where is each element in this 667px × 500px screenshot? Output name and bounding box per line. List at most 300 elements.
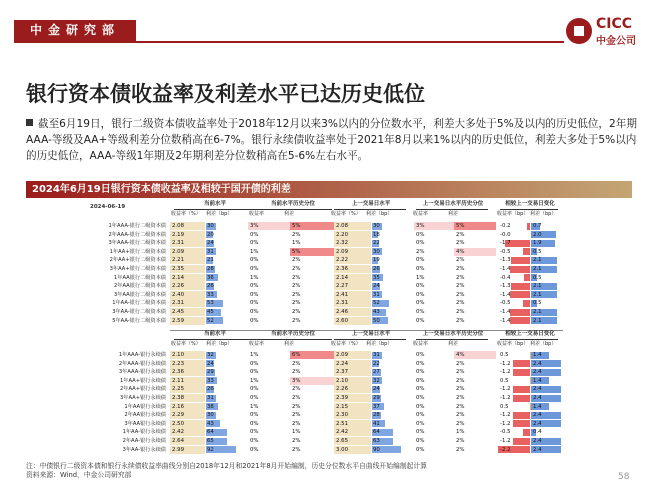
yield-pct-cell: 1% — [248, 351, 290, 359]
spread-pct-cell: 3% — [290, 377, 334, 385]
spread-pct-cell: 2% — [290, 420, 334, 428]
spread-change-value: 2.1 — [533, 309, 542, 315]
spread-pct-cell: 5% — [290, 248, 334, 256]
prev-yield-pct-cell: 0% — [414, 411, 454, 419]
prev-yield-pct-cell: 0% — [414, 403, 454, 411]
prev-yield-pct-cell: 0% — [414, 239, 454, 247]
yield-cell: 2.40 — [170, 291, 205, 299]
prev-spread-pct-cell: 2% — [454, 385, 496, 393]
group-header: 当前水平历史分位 — [270, 201, 315, 207]
prev-yield-cell: 2.41 — [334, 291, 371, 299]
prev-yield-cell: 2.10 — [334, 377, 371, 385]
spread-value: 28 — [207, 266, 214, 272]
prev-yield-cell: 2.51 — [334, 420, 371, 428]
row-label: 5年AA-银行二级资本债 — [112, 317, 166, 324]
prev-spread-value: 26 — [373, 266, 380, 272]
sub-header: 收益率（bp） — [497, 211, 529, 217]
yield-change-bar — [513, 412, 530, 419]
yield-change-value: -0.4 — [500, 274, 511, 281]
sub-header: 利差（bp） — [530, 211, 557, 217]
prev-spread-pct-cell: 4% — [454, 248, 496, 256]
spread-value: 30 — [207, 223, 214, 229]
yield-pct-cell: 1% — [248, 403, 290, 411]
yield-cell: 2.26 — [170, 282, 205, 290]
spread-change-value: 2.1 — [533, 317, 542, 324]
spread-value: 52 — [207, 317, 214, 324]
sub-header: 收益率 — [413, 211, 429, 217]
yield-pct-cell: 1% — [248, 377, 290, 385]
top-bar — [0, 0, 667, 66]
prev-yield-pct-cell: 0% — [414, 368, 454, 376]
prev-yield-pct-cell: 0% — [414, 231, 454, 239]
yield-change-bar — [523, 248, 530, 255]
spread-change-value: 2.1 — [533, 283, 542, 290]
spread-change-value: 2.1 — [533, 257, 542, 264]
spread-change-value: 2.0 — [533, 231, 542, 238]
prev-yield-cell: 2.22 — [334, 256, 371, 264]
prev-yield-cell: 2.15 — [334, 403, 371, 411]
yield-change-value: -1.3 — [500, 283, 511, 290]
logo-text: CICC — [596, 16, 633, 32]
yield-cell: 2.25 — [170, 385, 205, 393]
prev-yield-cell: 2.42 — [334, 428, 371, 436]
yield-change-value: -1.4 — [500, 266, 511, 272]
yield-pct-cell: 0% — [248, 411, 290, 419]
row-label: 2年AAA-银行二级资本债 — [108, 231, 166, 238]
prev-spread-value: 32 — [373, 377, 380, 384]
spread-value: 26 — [207, 386, 214, 393]
prev-spread-value: 27 — [373, 369, 380, 376]
sub-header: 利差（bp） — [366, 341, 393, 347]
prev-spread-value: 52 — [373, 300, 380, 307]
yield-change-value: -1.4 — [500, 291, 511, 298]
sub-header: 收益率 — [249, 341, 265, 347]
sub-header: 收益率（bp） — [497, 341, 529, 347]
yield-pct-cell: 0% — [248, 291, 290, 299]
header-rule — [14, 41, 564, 43]
spread-value: 24 — [207, 240, 214, 247]
prev-spread-pct-cell: 2% — [454, 231, 496, 239]
yield-change-value: 0.5 — [500, 352, 509, 358]
yield-cell: 2.59 — [170, 317, 205, 325]
prev-yield-pct-cell: 0% — [414, 265, 454, 273]
prev-spread-value: 90 — [373, 446, 380, 453]
row-label: 2年AA银行二级资本债 — [113, 283, 166, 290]
summary-text: 截至6月19日，银行二级资本债收益率处于2018年12月以来3%以内的分位数水平，利差大多处于5%及以内的历史低位，2年期AAA-等级及AA+等级利差分位数稍高在6-7%。银行永续债收益率处于2021年8月以来1%以内的历史低位，利差大多处于5%以内的历史低位，AAA-等级1年期及2年期利差分位数稍高在5-6%左右水平。 — [26, 118, 637, 162]
sub-header: 收益率（%） — [331, 211, 361, 217]
prev-yield-pct-cell: 0% — [414, 437, 454, 445]
prev-spread-value: 30 — [373, 248, 380, 255]
yield-cell: 2.31 — [170, 299, 205, 307]
prev-yield-cell: 2.30 — [334, 411, 371, 419]
prev-spread-value: 35 — [373, 274, 380, 281]
yield-change-value: -1.2 — [500, 412, 511, 419]
prev-yield-cell: 2.27 — [334, 282, 371, 290]
row-label: 2年AA-银行永续债 — [122, 438, 166, 444]
prev-spread-value: 64 — [373, 429, 380, 436]
logo-subtext: 中金公司 — [596, 36, 636, 47]
prev-spread-value: 19 — [373, 257, 380, 264]
spread-value: 65 — [207, 438, 214, 444]
spread-change-value: 2.4 — [533, 369, 542, 376]
prev-spread-pct-cell: 1% — [454, 428, 496, 436]
yield-pct-cell: 0% — [248, 428, 290, 436]
yield-cell: 2.42 — [170, 428, 205, 436]
row-label: 2年AA银行永续债 — [124, 412, 166, 419]
sub-header: 收益率（%） — [171, 211, 201, 217]
spread-change-value: 1.9 — [533, 240, 542, 247]
prev-yield-cell: 2.46 — [334, 308, 371, 316]
row-label: 3年AA-银行二级资本债 — [112, 309, 166, 315]
yield-change-bar — [513, 360, 530, 367]
yield-change-value: -0.0 — [500, 231, 511, 238]
yield-cell: 2.09 — [170, 248, 205, 256]
prev-spread-pct-cell: 4% — [454, 351, 496, 359]
spread-pct-cell: 6% — [290, 351, 334, 359]
yield-pct-cell: 1% — [248, 248, 290, 256]
footnote-source: 资料来源：Wind，中金公司研究部 — [26, 471, 132, 479]
spread-value: 20 — [207, 231, 214, 238]
yield-change-value: -0.5 — [500, 300, 511, 307]
group-header: 当前水平 — [203, 331, 226, 337]
yield-cell: 2.21 — [170, 256, 205, 264]
row-label: 1年AA银行永续债 — [124, 403, 166, 410]
spread-pct-cell: 2% — [290, 308, 334, 316]
yield-change-bar — [510, 291, 530, 298]
spread-value: 29 — [207, 369, 214, 376]
yield-pct-cell: 0% — [248, 360, 290, 368]
row-label: 2年AA+银行二级资本债 — [109, 257, 166, 264]
prev-yield-pct-cell: 3% — [414, 222, 454, 230]
spread-change-value: 0.4 — [533, 429, 542, 436]
sub-header: 利差（bp） — [206, 211, 233, 217]
spread-value: 31 — [207, 395, 214, 401]
group-header: 相较上一交易日变化 — [505, 331, 555, 337]
yield-change-value: -1.2 — [500, 386, 511, 393]
prev-yield-pct-cell: 0% — [414, 394, 454, 402]
yield-change-bar — [510, 317, 530, 324]
row-label: 1年AA+银行永续债 — [119, 377, 166, 384]
row-label: 3年AAA-银行二级资本债 — [108, 240, 166, 247]
prev-spread-pct-cell: 2% — [454, 239, 496, 247]
prev-yield-pct-cell: 0% — [414, 360, 454, 368]
row-label: 2年AAA-银行永续债 — [118, 360, 166, 367]
table-title: 2024年6月19日银行资本债收益率及相较于国开债的利差 — [26, 181, 632, 198]
sub-header: 利差 — [448, 211, 459, 217]
yield-pct-cell: 0% — [248, 282, 290, 290]
prev-spread-value: 50 — [373, 317, 380, 324]
spread-pct-cell: 5% — [290, 222, 334, 230]
spread-change-value: 0.5 — [533, 248, 542, 255]
row-label: 3年AA银行永续债 — [124, 420, 166, 427]
spread-change-value: 2.4 — [533, 360, 542, 367]
prev-spread-value: 41 — [373, 420, 380, 427]
sub-header: 利差 — [284, 211, 295, 217]
prev-spread-pct-cell: 2% — [454, 291, 496, 299]
row-label: 3年AA+银行永续债 — [119, 395, 166, 401]
yield-cell: 2.38 — [170, 394, 205, 402]
prev-yield-pct-cell: 0% — [414, 420, 454, 428]
yield-change-bar — [524, 274, 530, 281]
row-label: 1年AA银行二级资本债 — [113, 274, 166, 281]
spread-pct-cell: 2% — [290, 385, 334, 393]
group-header: 上一交易日水平 — [351, 331, 391, 337]
yield-cell: 2.10 — [170, 351, 205, 359]
prev-spread-value: 24 — [373, 283, 380, 290]
slide-title: 银行资本债收益率及利差水平已达历史低位 — [26, 82, 425, 106]
prev-yield-cell: 2.31 — [334, 299, 371, 307]
group-header: 上一交易日水平 — [351, 201, 391, 207]
group-underline — [500, 339, 558, 340]
prev-yield-cell: 2.26 — [334, 385, 371, 393]
spread-change-value: 0.7 — [533, 223, 542, 229]
yield-change-bar — [513, 438, 530, 445]
yield-change-value: -1.4 — [500, 317, 511, 324]
prev-yield-cell: 2.37 — [334, 368, 371, 376]
prev-spread-value: 31 — [373, 291, 380, 298]
group-underline — [174, 339, 254, 340]
yield-pct-cell: 0% — [248, 317, 290, 325]
prev-yield-pct-cell: 2% — [414, 248, 454, 256]
yield-pct-cell: 3% — [248, 222, 290, 230]
prev-spread-pct-cell: 2% — [454, 308, 496, 316]
prev-spread-pct-cell: 5% — [454, 222, 496, 230]
sub-header: 利差（bp） — [206, 341, 233, 347]
yield-change-value: -1.2 — [500, 438, 511, 444]
yield-cell: 2.64 — [170, 437, 205, 445]
spread-change-value: 1.4 — [533, 377, 542, 384]
prev-yield-pct-cell: 0% — [414, 317, 454, 325]
spread-value: 30 — [207, 412, 214, 419]
prev-spread-pct-cell: 2% — [454, 420, 496, 428]
prev-spread-value: 37 — [373, 403, 380, 410]
sub-header: 收益率 — [413, 341, 429, 347]
sub-header: 利差（bp） — [530, 341, 557, 347]
yield-pct-cell: 0% — [248, 368, 290, 376]
prev-spread-value: 28 — [373, 412, 380, 419]
yield-pct-cell: 0% — [248, 385, 290, 393]
yield-change-bar — [523, 300, 530, 307]
sub-header: 利差（bp） — [366, 211, 393, 217]
spread-change-value: 1.4 — [533, 352, 542, 358]
prev-spread-pct-cell: 2% — [454, 282, 496, 290]
yield-change-bar — [513, 386, 530, 393]
sub-header: 收益率 — [249, 211, 265, 217]
yield-change-value: -1.4 — [500, 309, 511, 315]
group-underline — [416, 209, 488, 210]
spread-pct-cell: 2% — [290, 411, 334, 419]
spread-change-value: 2.1 — [533, 266, 542, 272]
yield-pct-cell: 0% — [248, 256, 290, 264]
bullet-square-icon — [26, 119, 33, 126]
prev-spread-pct-cell: 2% — [454, 265, 496, 273]
spread-pct-cell: 1% — [290, 428, 334, 436]
spread-value: 24 — [207, 360, 214, 367]
spread-value: 53 — [207, 300, 214, 307]
group-underline — [174, 209, 254, 210]
spread-value: 32 — [207, 352, 214, 358]
yield-change-value: -1.2 — [500, 420, 511, 427]
yield-pct-cell: 0% — [248, 420, 290, 428]
row-label: 3年AAA-银行永续债 — [118, 369, 166, 376]
prev-yield-pct-cell: 0% — [414, 385, 454, 393]
yield-cell: 2.31 — [170, 239, 205, 247]
prev-yield-cell: 3.00 — [334, 446, 371, 454]
spread-pct-cell: 2% — [290, 360, 334, 368]
yield-change-bar — [510, 309, 530, 316]
footnote — [26, 462, 427, 480]
yield-pct-cell: 1% — [248, 274, 290, 282]
yield-change-value: -1.2 — [500, 369, 511, 376]
prev-spread-pct-cell: 2% — [454, 446, 496, 454]
spread-change-value: 1.4 — [533, 403, 542, 410]
spread-value: 45 — [207, 309, 214, 315]
spread-pct-cell: 2% — [290, 282, 334, 290]
spread-value: 21 — [207, 257, 214, 264]
prev-spread-value: 29 — [373, 395, 380, 401]
group-underline — [334, 209, 406, 210]
prev-spread-pct-cell: 2% — [454, 274, 496, 282]
prev-yield-cell: 2.32 — [334, 239, 371, 247]
spread-value: 92 — [207, 446, 214, 453]
prev-yield-cell: 2.20 — [334, 231, 371, 239]
spread-value: 33 — [207, 291, 214, 298]
yield-cell: 2.14 — [170, 274, 205, 282]
yield-change-value: -1.7 — [500, 240, 511, 247]
sub-header: 收益率（%） — [171, 341, 201, 347]
spread-pct-cell: 2% — [290, 317, 334, 325]
spread-pct-cell: 1% — [290, 239, 334, 247]
prev-yield-pct-cell: 0% — [414, 256, 454, 264]
group-header: 上一交易日水平历史分位 — [422, 331, 484, 337]
yield-change-bar — [513, 395, 530, 402]
prev-spread-value: 63 — [373, 438, 380, 444]
yield-cell: 2.50 — [170, 420, 205, 428]
spread-pct-cell: 2% — [290, 265, 334, 273]
yield-cell: 2.08 — [170, 222, 205, 230]
table-date: 2024-06-19 — [90, 204, 126, 210]
spread-value: 33 — [207, 377, 214, 384]
row-label: 1年AA+银行二级资本债 — [109, 248, 166, 255]
prev-yield-pct-cell: 0% — [414, 291, 454, 299]
yield-pct-cell: 0% — [248, 299, 290, 307]
prev-yield-cell: 2.65 — [334, 437, 371, 445]
yield-change-value: -0.5 — [500, 248, 511, 255]
yield-cell: 2.19 — [170, 231, 205, 239]
group-underline — [500, 209, 558, 210]
group-header: 相较上一交易日变化 — [505, 201, 555, 207]
group-underline — [252, 339, 332, 340]
yield-cell: 2.36 — [170, 368, 205, 376]
yield-pct-cell: 0% — [248, 265, 290, 273]
yield-pct-cell: 0% — [248, 446, 290, 454]
prev-spread-pct-cell: 2% — [454, 317, 496, 325]
yield-cell: 2.35 — [170, 265, 205, 273]
yield-change-value: 0.5 — [500, 377, 509, 384]
row-label: 3年AA-银行永续债 — [122, 446, 166, 453]
prev-spread-pct-cell: 2% — [454, 256, 496, 264]
spread-value: 38 — [207, 403, 214, 410]
spread-value: 31 — [207, 248, 214, 255]
prev-yield-cell: 2.08 — [334, 222, 371, 230]
yield-cell: 2.45 — [170, 308, 205, 316]
yield-change-bar — [510, 266, 530, 273]
prev-yield-cell: 2.14 — [334, 274, 371, 282]
yield-cell: 2.23 — [170, 360, 205, 368]
summary-bullet — [26, 116, 642, 164]
spread-pct-cell: 2% — [290, 299, 334, 307]
yield-change-bar — [513, 369, 530, 376]
yield-change-value: -0.2 — [500, 223, 511, 229]
yield-pct-cell: 0% — [248, 308, 290, 316]
prev-yield-pct-cell: 0% — [414, 282, 454, 290]
prev-yield-cell: 2.39 — [334, 394, 371, 402]
footnote-note: 注：中债银行二级资本债和银行永续债收益率曲线分别自2018年12月和2021年8月开始编制，历史分位数水平自曲线开始编制起计算 — [26, 462, 428, 470]
prev-yield-pct-cell: 0% — [414, 446, 454, 454]
prev-spread-pct-cell: 2% — [454, 411, 496, 419]
prev-yield-cell: 2.09 — [334, 248, 371, 256]
yield-change-bar — [511, 283, 530, 290]
prev-spread-pct-cell: 2% — [454, 377, 496, 385]
group-underline — [252, 209, 332, 210]
spread-value: 26 — [207, 283, 214, 290]
row-label: 1年AAA-银行二级资本债 — [108, 223, 166, 229]
prev-spread-pct-cell: 2% — [454, 394, 496, 402]
prev-yield-pct-cell: 0% — [414, 428, 454, 436]
spread-pct-cell: 2% — [290, 291, 334, 299]
spread-change-value: 0.5 — [533, 274, 542, 281]
group-underline — [416, 339, 488, 340]
prev-yield-pct-cell: 0% — [414, 351, 454, 359]
yield-cell: 2.99 — [170, 446, 205, 454]
prev-yield-pct-cell: 0% — [414, 299, 454, 307]
spread-change-value: 2.4 — [533, 386, 542, 393]
prev-spread-value: 30 — [373, 223, 380, 229]
prev-spread-value: 24 — [373, 386, 380, 393]
prev-spread-pct-cell: 2% — [454, 299, 496, 307]
yield-change-bar — [511, 257, 530, 264]
prev-spread-pct-cell: 2% — [454, 437, 496, 445]
prev-spread-value: 43 — [373, 309, 380, 315]
prev-spread-value: 22 — [373, 240, 380, 247]
row-label: 3年AA银行二级资本债 — [113, 291, 166, 298]
spread-pct-cell: 2% — [290, 446, 334, 454]
spread-value: 36 — [207, 274, 214, 281]
yield-pct-cell: 0% — [248, 231, 290, 239]
yield-change-value: -0.5 — [500, 429, 511, 436]
cicc-logo-icon — [566, 18, 592, 44]
prev-yield-cell: 2.60 — [334, 317, 371, 325]
spread-change-value: 2.4 — [533, 446, 542, 453]
group-header: 当前水平 — [203, 201, 226, 207]
yield-change-value: -2.2 — [500, 446, 511, 453]
yield-cell: 2.16 — [170, 403, 205, 411]
spread-pct-cell: 2% — [290, 394, 334, 402]
spread-change-value: 2.1 — [533, 291, 542, 298]
yield-pct-cell: 0% — [248, 437, 290, 445]
prev-spread-pct-cell: 2% — [454, 403, 496, 411]
sub-header: 收益率（%） — [331, 341, 361, 347]
prev-yield-cell: 2.09 — [334, 351, 371, 359]
page-number: 58 — [618, 472, 630, 482]
prev-spread-pct-cell: 2% — [454, 360, 496, 368]
spread-change-value: 2.4 — [533, 412, 542, 419]
spread-change-value: 2.4 — [533, 395, 542, 401]
spread-change-value: 2.4 — [533, 438, 542, 444]
spread-pct-cell: 2% — [290, 231, 334, 239]
research-dept-tab: 中金研究部 — [14, 20, 136, 41]
prev-yield-pct-cell: 1% — [414, 274, 454, 282]
